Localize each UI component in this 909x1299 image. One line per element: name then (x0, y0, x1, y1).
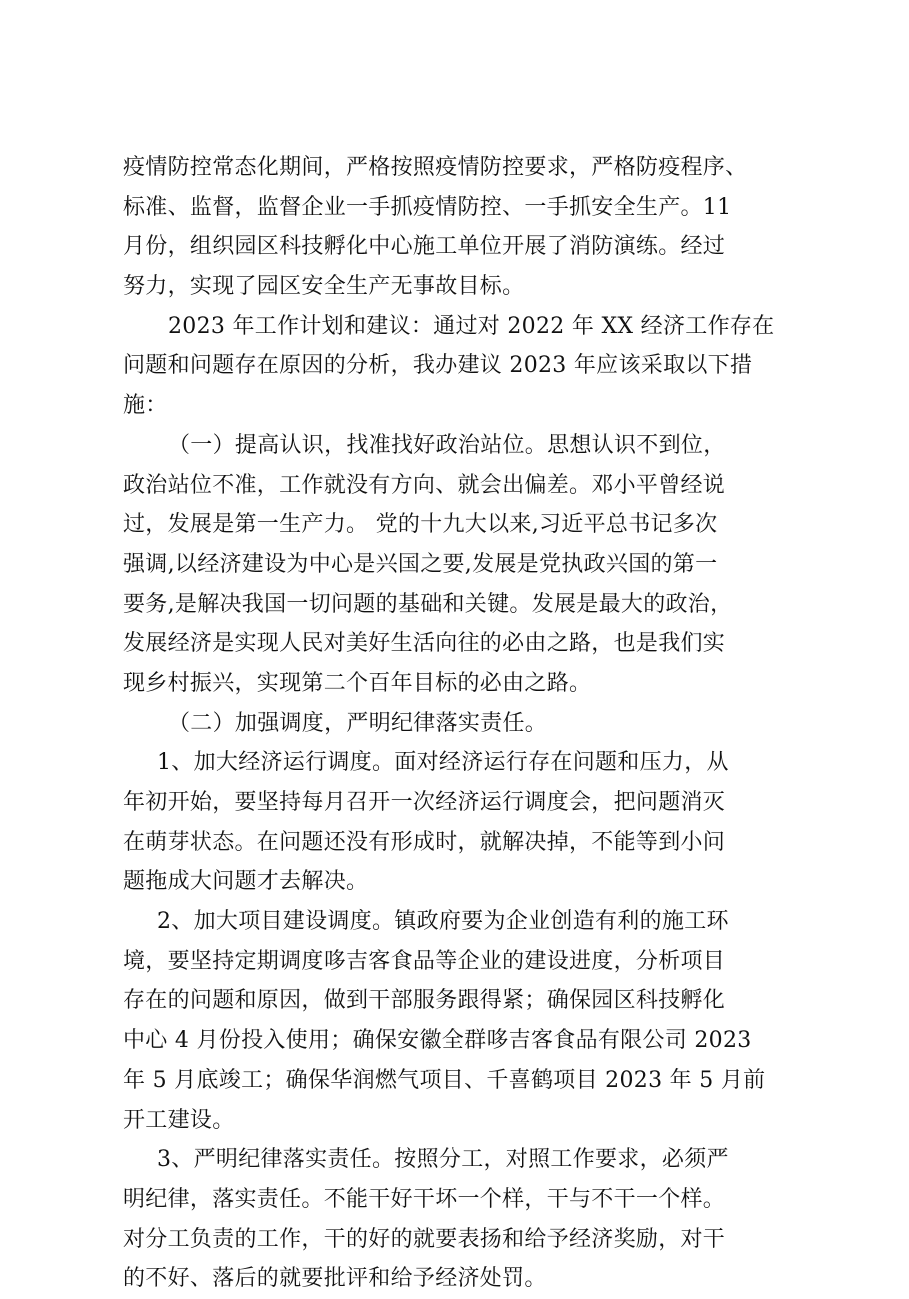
text-line: 年 5 月底竣工；确保华润燃气项目、千喜鹤项目 2023 年 5 月前 (123, 1067, 766, 1093)
paragraph-2023-plan-intro (123, 307, 813, 426)
text-line: 开工建设。 (123, 1107, 235, 1133)
text-line: 境，要坚持定期调度哆吉客食品等企业的建设进度，分析项目 (123, 948, 726, 974)
text-line: 标准、监督，监督企业一手抓疫情防控、一手抓安全生产。11 (123, 194, 732, 220)
text-line: 现乡村振兴，实现第二个百年目标的必由之路。 (123, 670, 592, 696)
text-line: 题拖成大问题才去解决。 (123, 869, 369, 895)
text-line: 中心 4 月份投入使用；确保安徽全群哆吉客食品有限公司 2023 (123, 1028, 752, 1054)
text-line: 明纪律，落实责任。不能干好干坏一个样，干与不干一个样。 (123, 1186, 726, 1212)
text-line: 努力，实现了园区安全生产无事故目标。 (123, 274, 525, 300)
text-line: 的不好、落后的就要批评和给予经济处罚。 (123, 1266, 547, 1292)
text-line: 3、严明纪律落实责任。按照分工，对照工作要求，必须严 (157, 1147, 729, 1173)
text-line: 问题和问题存在原因的分析，我办建议 2023 年应该采取以下措 (123, 353, 753, 379)
text-line: 疫情防控常态化期间，严格按照疫情防控要求，严格防疫程序、 (123, 155, 748, 180)
paragraph-item-2 (123, 902, 813, 1140)
paragraph-section-1 (123, 426, 813, 704)
paragraph-item-3 (123, 1140, 813, 1299)
section-heading-line: （二）加强调度，严明纪律落实责任。 (168, 710, 548, 736)
text-line: 强调,以经济建设为中心是兴国之要,发展是党执政兴国的第一 (123, 551, 718, 577)
text-line: 存在的问题和原因，做到干部服务跟得紧；确保园区科技孵化 (123, 988, 726, 1014)
text-line: 在萌芽状态。在问题还没有形成时，就解决掉，不能等到小问 (123, 829, 726, 855)
paragraph-item-1 (123, 743, 813, 902)
text-line: 政治站位不准，工作就没有方向、就会出偏差。邓小平曾经说 (123, 472, 726, 498)
text-line: 对分工负责的工作，干的好的就要表扬和给予经济奖励，对干 (123, 1226, 726, 1252)
text-line: 施： (123, 393, 168, 419)
section-heading-line: （一）提高认识，找准找好政治站位。思想认识不到位， (168, 432, 726, 458)
text-line: 1、加大经济运行调度。面对经济运行存在问题和压力，从 (157, 750, 729, 776)
text-line: 发展经济是实现人民对美好生活向往的必由之路，也是我们实 (123, 631, 726, 657)
text-line: 要务,是解决我国一切问题的基础和关键。发展是最大的政治， (123, 591, 733, 617)
text-line: 月份，组织园区科技孵化中心施工单位开展了消防演练。经过 (123, 234, 726, 260)
text-line: 2023 年工作计划和建议：通过对 2022 年 XX 经济工作存在 (168, 313, 775, 339)
paragraph-epidemic-safety (123, 148, 813, 307)
document-body (123, 148, 813, 1299)
text-line: 年初开始，要坚持每月召开一次经济运行调度会，把问题消灭 (123, 790, 726, 815)
text-line: 过，发展是第一生产力。 党的十九大以来,习近平总书记多次 (123, 512, 718, 538)
text-line: 2、加大项目建设调度。镇政府要为企业创造有利的施工环 (157, 909, 729, 935)
paragraph-section-2-heading (123, 704, 813, 744)
